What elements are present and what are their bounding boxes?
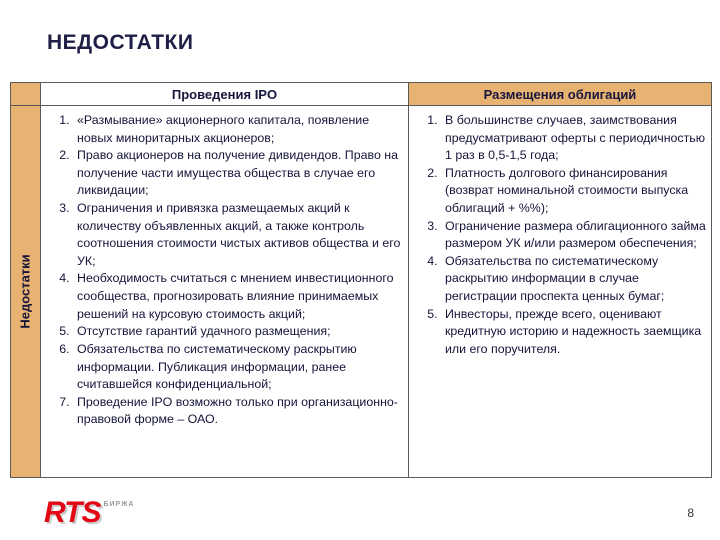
side-category-label: Недостатки bbox=[18, 254, 33, 329]
bonds-disadvantages-list bbox=[415, 112, 707, 359]
rts-logo bbox=[44, 498, 135, 528]
list-item: 5. Отсутствие гарантий удачного размещения; bbox=[73, 323, 404, 341]
comparison-table bbox=[10, 82, 712, 478]
bonds-disadvantages-cell bbox=[409, 106, 711, 477]
list-item: 4. Обязательства по систематическому раскрытию информации в случае регистрации проспекта ценных бумаг; bbox=[441, 253, 707, 306]
list-item: 4. Необходимость считаться с мнением инвестиционного сообщества, прогнозировать влияние принимаемых решений на курсовую стоимость акций; bbox=[73, 270, 404, 323]
list-item: 1. «Размывание» акционерного капитала, появление новых миноритарных акционеров; bbox=[73, 112, 404, 147]
page-number: 8 bbox=[687, 506, 694, 520]
list-item: 1. В большинстве случаев, заимствования предусматривают оферты с периодичностью 1 раз в 0,5-1,5 года; bbox=[441, 112, 707, 165]
column-header-bonds: Размещения облигаций bbox=[409, 83, 711, 106]
table-corner-cell bbox=[11, 83, 41, 106]
list-item: 3. Ограничения и привязка размещаемых акций к количеству объявленных акций, а также контроль соотношения стоимости чистых активов общества и его УК; bbox=[73, 200, 404, 270]
ipo-disadvantages-list bbox=[47, 112, 404, 429]
list-item: 2. Право акционеров на получение дивидендов. Право на получение части имущества общества в случае его ликвидации; bbox=[73, 147, 404, 200]
rts-logo-text: RTS bbox=[44, 496, 101, 529]
ipo-disadvantages-cell bbox=[41, 106, 409, 477]
side-category-cell bbox=[11, 106, 41, 477]
list-item: 3. Ограничение размера облигационного займа размером УК и/или размером обеспечения; bbox=[441, 218, 707, 253]
rts-logo-subtext: БИРЖА bbox=[103, 501, 135, 508]
column-header-ipo: Проведения IPO bbox=[41, 83, 409, 106]
list-item: 5. Инвесторы, прежде всего, оценивают кредитную историю и надежность заемщика или его поручителя. bbox=[441, 306, 707, 359]
list-item: 7. Проведение IPO возможно только при организационно-правовой форме – ОАО. bbox=[73, 394, 404, 429]
slide-title: НЕДОСТАТКИ bbox=[47, 31, 194, 54]
list-item: 2. Платность долгового финансирования (возврат номинальной стоимости выпуска облигаций + %%); bbox=[441, 165, 707, 218]
list-item: 6. Обязательства по систематическому раскрытию информации. Публикация информации, ранее считавшейся конфиденциальной; bbox=[73, 341, 404, 394]
